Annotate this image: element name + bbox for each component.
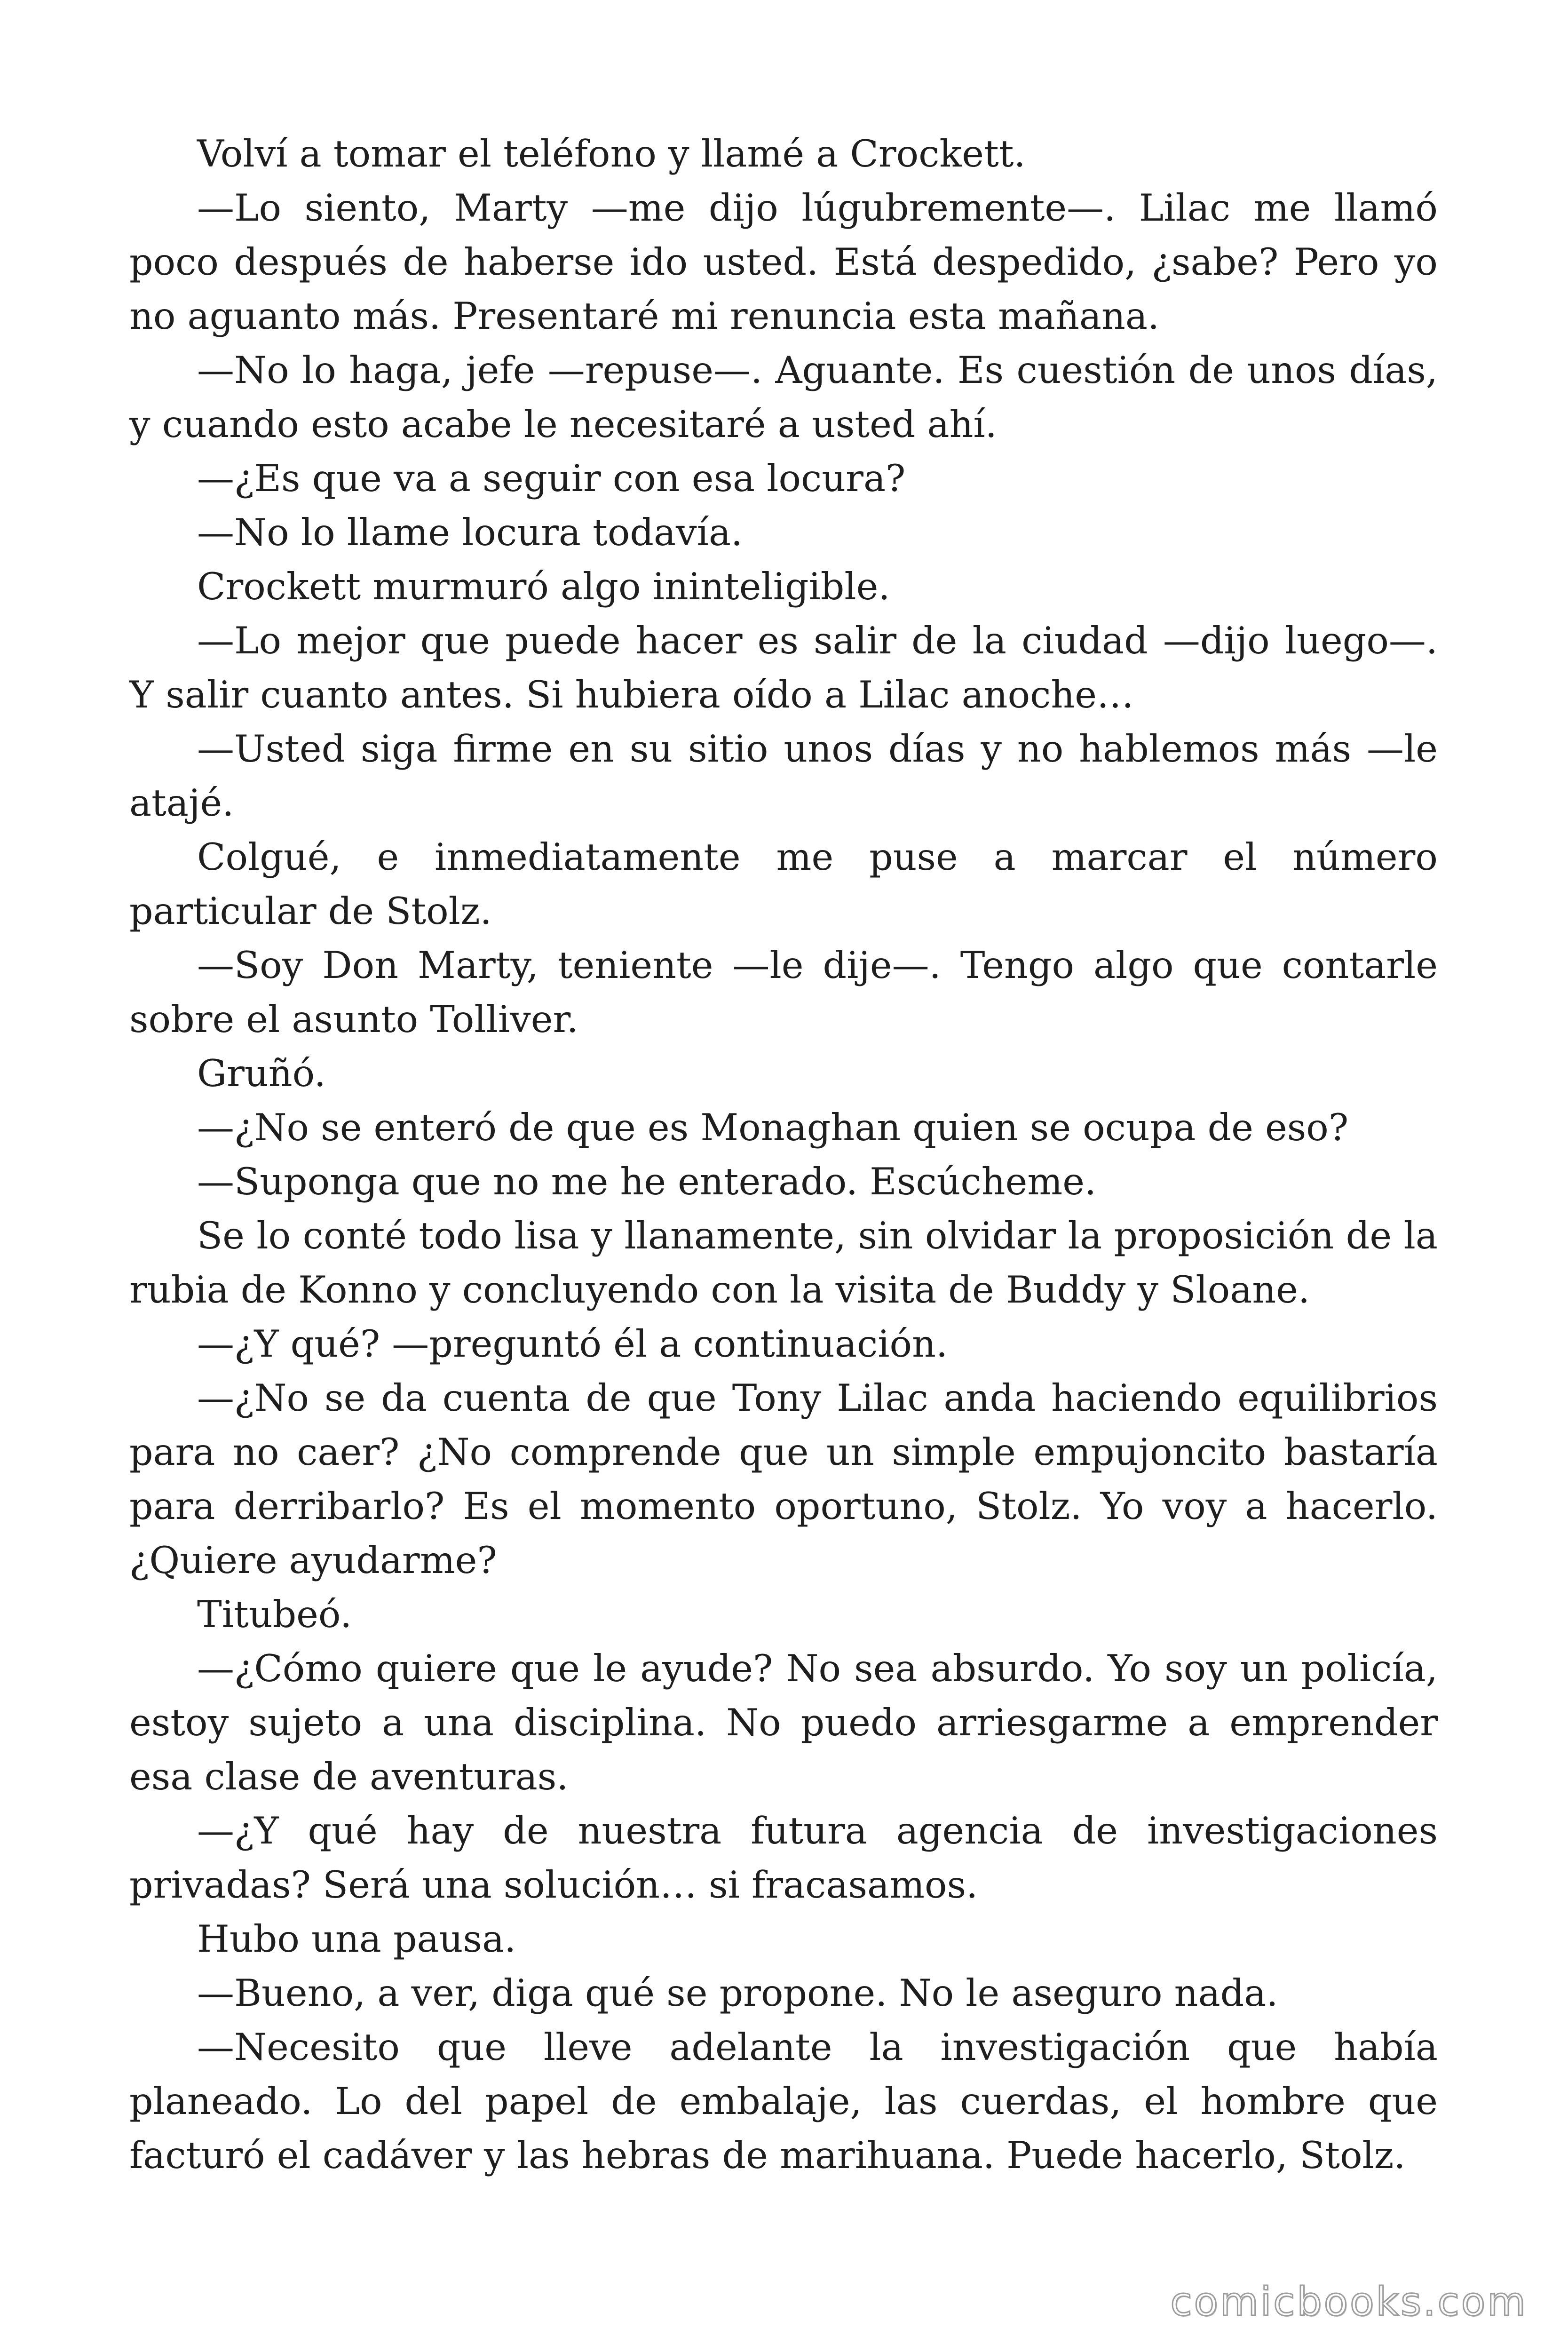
paragraph: —No lo llame locura todavía. [197,511,743,554]
paragraph: Titubeó. [197,1593,352,1636]
paragraph: —Suponga que no me he enterado. Escúcheme. [197,1160,1097,1203]
paragraph: —No lo haga, jefe —repuse—. Aguante. Es cuestión de unos días, y cuando esto acabe le necesitaré a usted ahí. [129,349,1438,446]
paragraph: —¿Y qué? —preguntó él a continuación. [197,1322,948,1366]
paragraph: —Usted siga firme en su sitio unos días y no hablemos más —le atajé. [129,727,1438,825]
paragraph: —Soy Don Marty, teniente —le dije—. Tengo algo que contarle sobre el asunto Tolliver. [129,944,1438,1041]
paragraph: —¿Cómo quiere que le ayude? No sea absurdo. Yo soy un policía, estoy sujeto a una disciplina. No puedo arriesgarme a emprender esa clase de aventuras. [129,1647,1438,1798]
paragraph: —Bueno, a ver, diga qué se propone. No le aseguro nada. [197,1971,1278,2015]
paragraph: —¿No se da cuenta de que Tony Lilac anda haciendo equilibrios para no caer? ¿No comprende que un simple empujoncito bastaría para derribarlo? Es el momento oportuno, Stolz. Yo voy a hacerlo. ¿Quiere ayudarme? [129,1376,1438,1582]
page-text-body [129,127,1438,2183]
paragraph: —Lo mejor que puede hacer es salir de la ciudad —dijo luego—. Y salir cuanto antes. Si hubiera oído a Lilac anoche… [129,619,1438,716]
paragraph: —Necesito que lleve adelante la investigación que había planeado. Lo del papel de embalaje, las cuerdas, el hombre que facturó el cadáver y las hebras de marihuana. Puede hacerlo, Stolz. [129,2026,1438,2177]
paragraph: Hubo una pausa. [197,1917,516,1961]
paragraph: Gruñó. [197,1052,326,1095]
paragraph: Colgué, e inmediatamente me puse a marcar el número particular de Stolz. [129,835,1438,933]
paragraph: —¿Es que va a seguir con esa locura? [197,457,906,500]
paragraph: Crockett murmuró algo ininteligible. [197,565,890,608]
paragraph: —Lo siento, Marty —me dijo lúgubremente—. Lilac me llamó poco después de haberse ido usted. Está despedido, ¿sabe? Pero yo no aguanto más. Presentaré mi renuncia esta mañana. [129,186,1438,338]
site-watermark: comicbooks.com [1170,2279,1528,2325]
paragraph: —¿No se enteró de que es Monaghan quien se ocupa de eso? [197,1106,1349,1149]
paragraph: —¿Y qué hay de nuestra futura agencia de investigaciones privadas? Será una solución… si fracasamos. [129,1809,1438,1907]
paragraph: Volví a tomar el teléfono y llamé a Crockett. [197,132,1026,175]
paragraph: Se lo conté todo lisa y llanamente, sin olvidar la proposición de la rubia de Konno y concluyendo con la visita de Buddy y Sloane. [129,1214,1438,1311]
